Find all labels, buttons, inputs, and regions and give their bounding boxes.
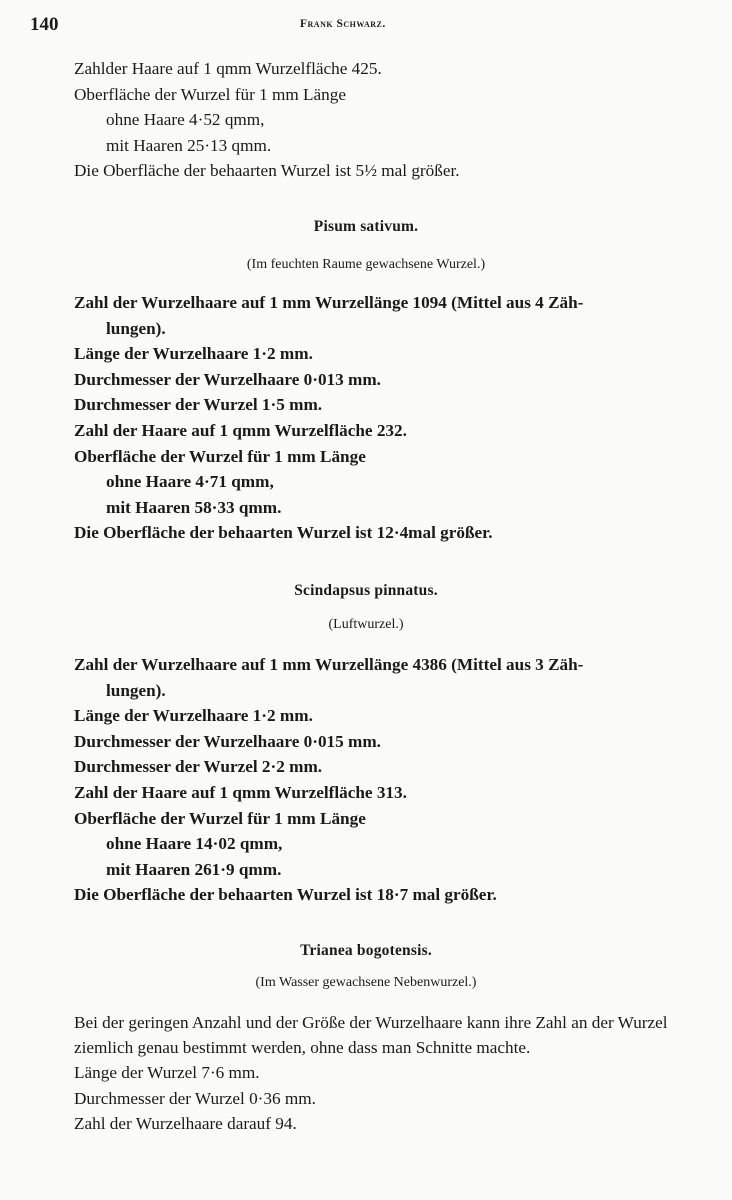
text-line: Oberfläche der Wurzel für 1 mm Länge <box>74 84 346 104</box>
text-line: Zahl der Wurzelhaare darauf 94. <box>74 1114 297 1134</box>
section-heading-pisum: Pisum sativum. <box>313 218 419 235</box>
text-line: Oberfläche der Wurzel für 1 mm Länge <box>74 446 366 466</box>
text-line: Länge der Wurzelhaare 1·2 mm. <box>74 706 313 726</box>
text-line: Zahl der Wurzelhaare auf 1 mm Wurzellänge 4386 (Mittel aus 3 Zäh- <box>74 655 584 674</box>
text-line: Zahl der Wurzelhaare auf 1 mm Wurzellänge 1094 (Mittel aus 4 Zäh- <box>74 293 584 312</box>
text-line: lungen). <box>106 680 166 700</box>
text-line: Durchmesser der Wurzelhaare 0·013 mm. <box>74 369 381 389</box>
section-scindapsus <box>74 652 702 908</box>
section-heading-scindapsus: Scindapsus pinnatus. <box>294 582 438 599</box>
text-line: ohne Haare 4·71 qmm, <box>106 472 274 492</box>
paragraph: Bei der geringen Anzahl und der Größe der Wurzelhaare kann ihre Zahl an der Wurzel ziemlich genau bestimmt werden, ohne dass man Schnitte machte. <box>74 1013 668 1057</box>
section-heading-trianea: Trianea bogotensis. <box>300 942 432 959</box>
section-pisum <box>74 290 702 546</box>
text-line: Durchmesser der Wurzelhaare 0·015 mm. <box>74 731 381 751</box>
text-line: Zahlder Haare auf 1 qmm Wurzelfläche 425. <box>74 59 382 78</box>
section-subtitle-pisum: (Im feuchten Raume gewachsene Wurzel.) <box>246 257 486 272</box>
text-line: Länge der Wurzel 7·6 mm. <box>74 1063 260 1082</box>
section-intro <box>74 56 702 184</box>
text-line: Die Oberfläche der behaarten Wurzel ist 5½ mal größer. <box>74 161 460 181</box>
text-line: mit Haaren 25·13 qmm. <box>106 135 272 155</box>
text-line: Oberfläche der Wurzel für 1 mm Länge <box>74 808 366 828</box>
text-line: Die Oberfläche der behaarten Wurzel ist 12·4mal größer. <box>74 523 493 543</box>
text-line: mit Haaren 261·9 qmm. <box>106 859 282 879</box>
section-subtitle-trianea: (Im Wasser gewachsene Nebenwurzel.) <box>255 975 477 990</box>
text-line: Die Oberfläche der behaarten Wurzel ist 18·7 mal größer. <box>74 885 497 905</box>
text-line: ohne Haare 4·52 qmm, <box>106 110 265 130</box>
section-trianea <box>74 1010 694 1137</box>
running-head: Frank Schwarz. <box>300 18 386 30</box>
text-line: mit Haaren 58·33 qmm. <box>106 497 282 517</box>
text-line: Durchmesser der Wurzel 0·36 mm. <box>74 1088 316 1108</box>
text-line: ohne Haare 14·02 qmm, <box>106 834 283 854</box>
text-line: Zahl der Haare auf 1 qmm Wurzelfläche 313. <box>74 782 407 802</box>
text-line: lungen). <box>106 318 166 338</box>
text-line: Durchmesser der Wurzel 2·2 mm. <box>74 757 323 777</box>
page-header <box>30 14 702 40</box>
text-line: Durchmesser der Wurzel 1·5 mm. <box>74 395 323 415</box>
text-line: Zahl der Haare auf 1 qmm Wurzelfläche 232. <box>74 420 407 440</box>
text-line: Länge der Wurzelhaare 1·2 mm. <box>74 344 313 364</box>
section-subtitle-scindapsus: (Luftwurzel.) <box>328 617 404 632</box>
page-number: 140 <box>30 14 59 35</box>
